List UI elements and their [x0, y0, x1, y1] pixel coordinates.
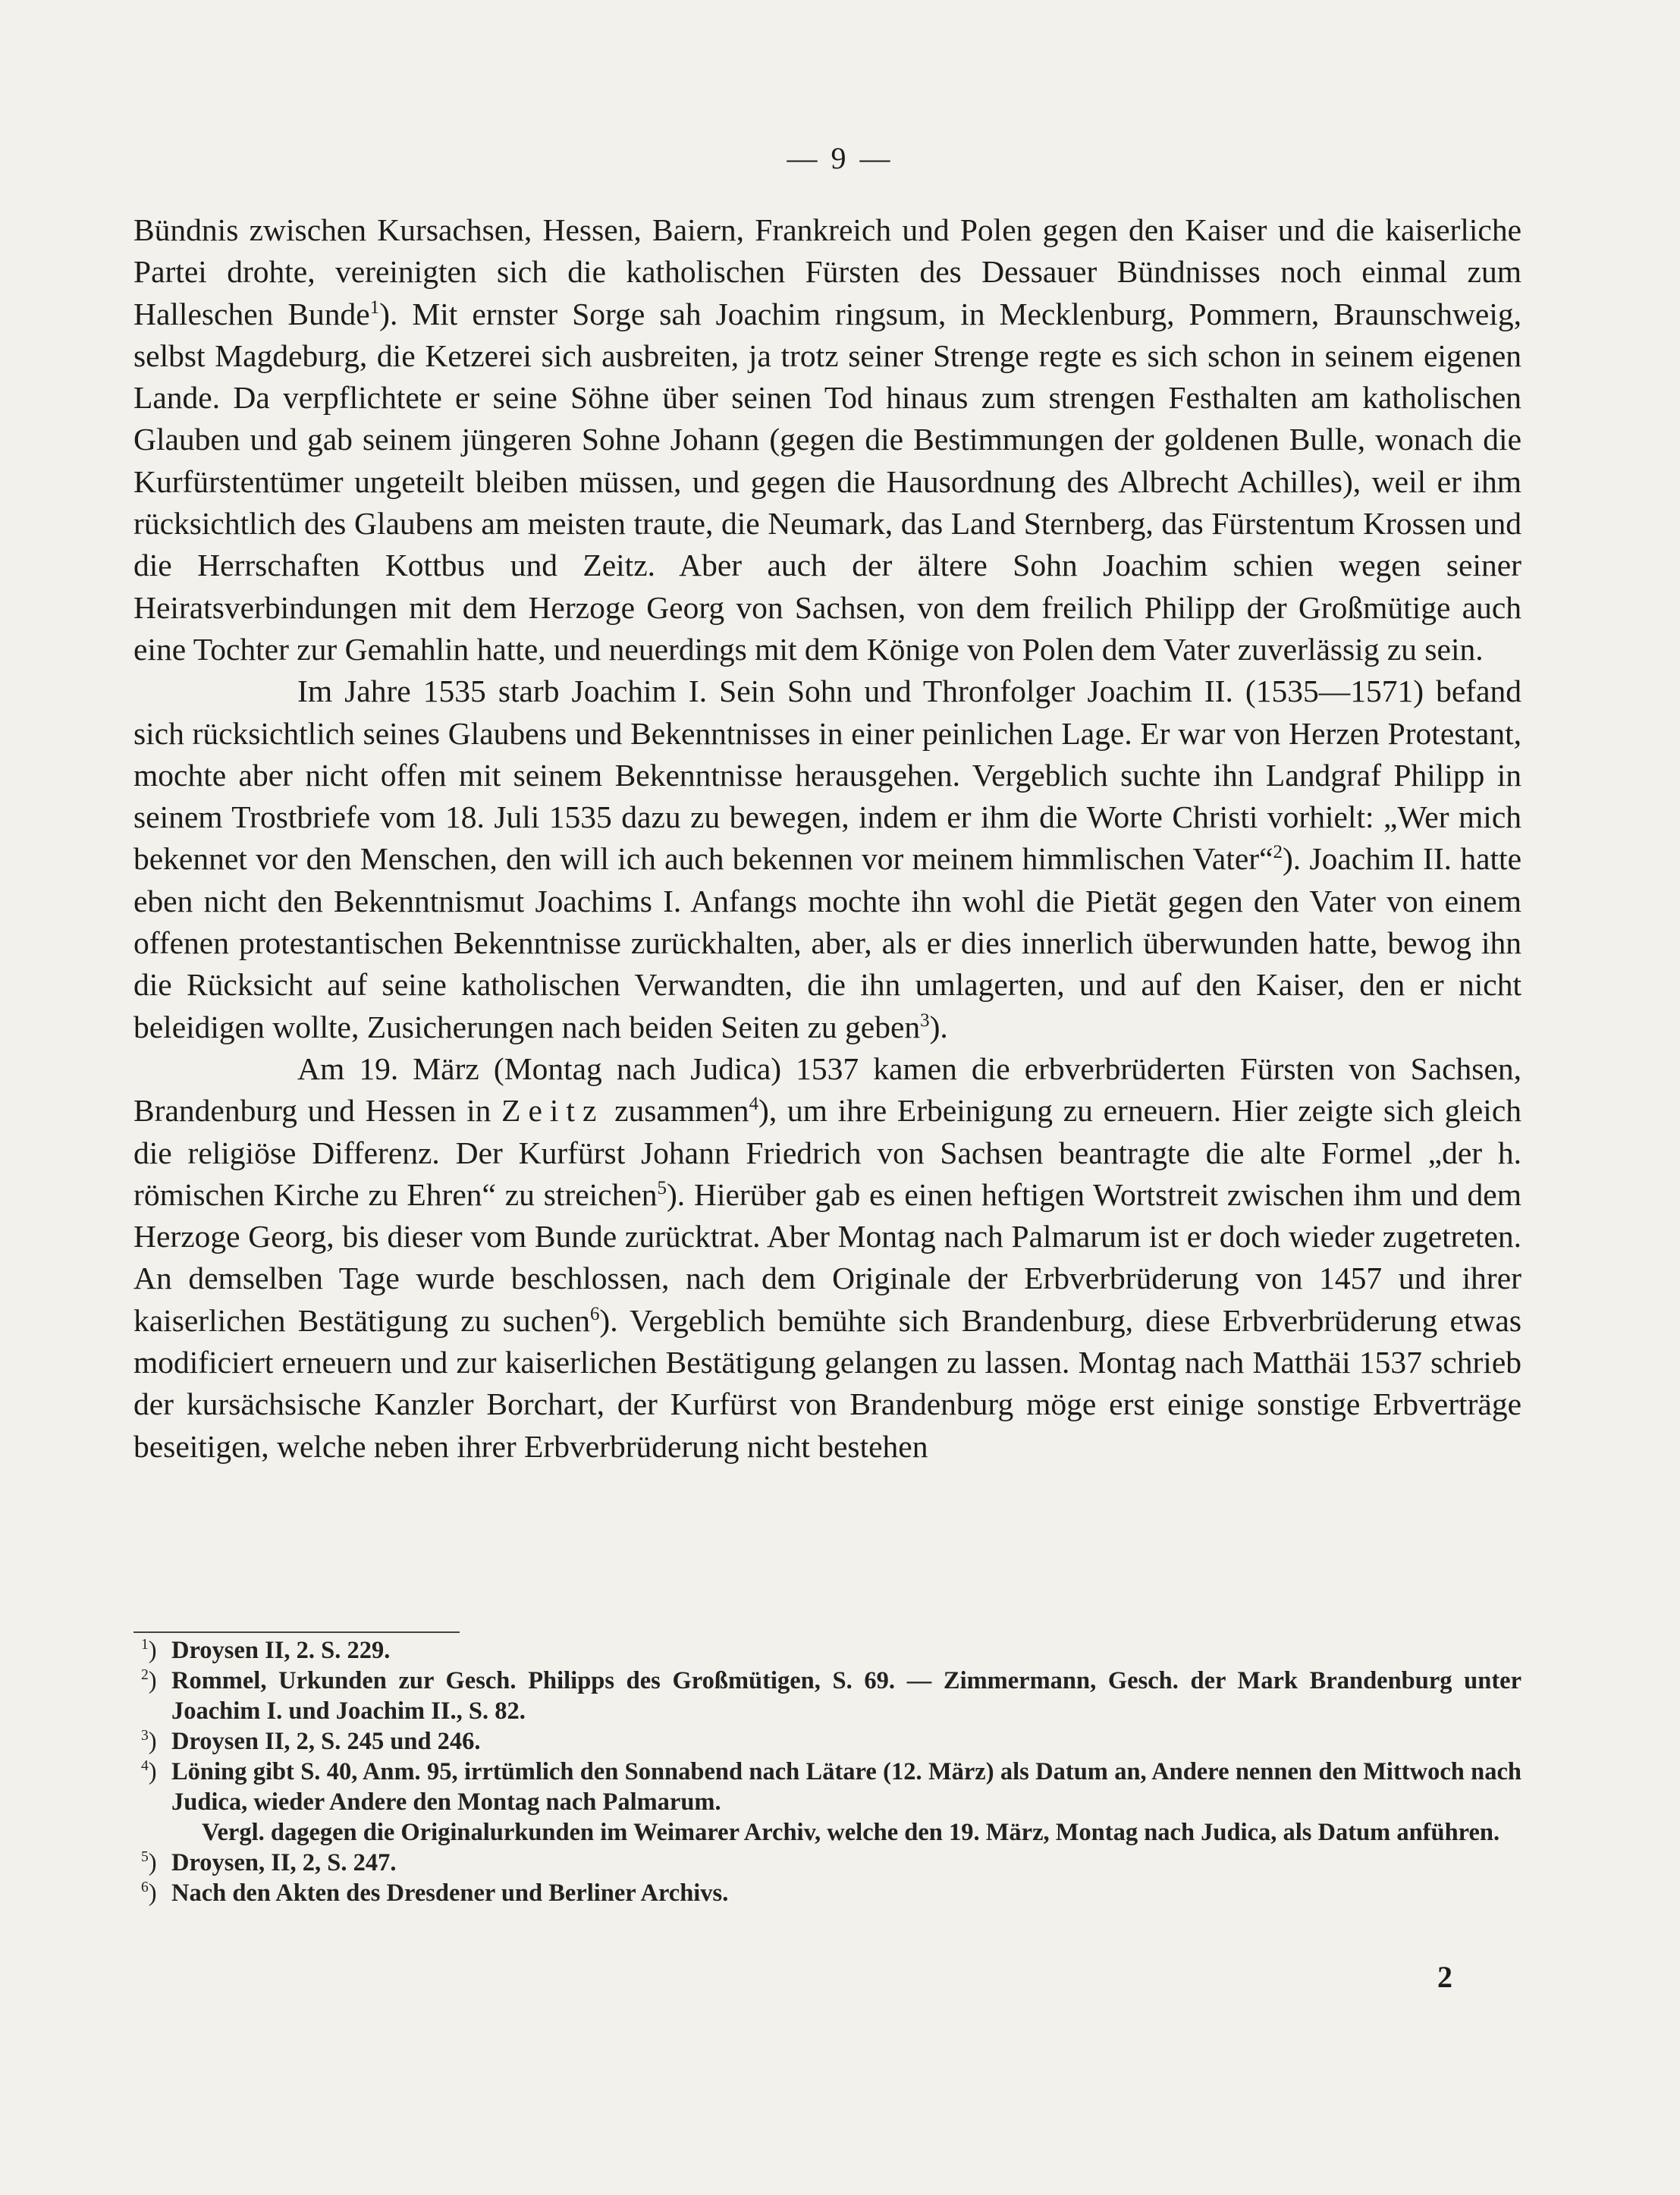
paragraph-2: [133, 670, 1521, 1048]
paragraph-3-text-c: ), um ihre Erbeinigung zu erneuern. Hier zeigte sich gleich die religiöse Differenz. Der Kurfürst Johann Friedrich von Sachsen beantragte die alte Formel „der h. römischen Kirche zu Ehren“ zu streichen: [133, 1093, 1521, 1212]
footnote-6: $^6$) Nach den Akten des Dresdener und Berliner Archivs.: [141, 1879, 729, 1907]
paragraph-1-text-cont: ). Mit ernster Sorge sah Joachim ringsum, in Mecklenburg, Pommern, Braunschweig, selbst Magdeburg, die Ketzerei sich ausbreiten, ja trotz seiner Strenge regte es sich schon in seinem eigenen Lande. Da verpflichtete er seine Söhne über seinen Tod hinaus zum strengen Festhalten am katholischen Glauben und gab seinem jüngeren Sohne Johann (gegen die Bestimmungen der goldenen Bulle, wonach die Kurfürstentümer ungeteilt bleiben müssen, und gegen die Hausordnung des Albrecht Achilles), weil er ihm rücksichtlich des Glaubens am meisten traute, die Neumark, das Land Sternberg, das Fürstentum Krossen und die Herrschaften Kottbus und Zeitz. Aber auch der ältere Sohn Joachim schien wegen seiner Heiratsverbindungen mit dem Herzoge Georg von Sachsen, von dem freilich Philipp der Großmütige auch eine Tochter zur Gemahlin hatte, und neuerdings mit dem Könige von Polen dem Vater zuverlässig zu sein.: [133, 296, 1521, 667]
footnote-number: 1: [141, 1637, 149, 1653]
paragraph-2-text: Im Jahre 1535 starb Joachim I. Sein Sohn und Thronfolger Joachim II. (1535—1571) befand sich rücksichtlich seines Glaubens und Bekenntnisses in einer peinlichen Lage. Er war von Herzen Protestant, mochte aber nicht offen mit seinem Bekenntnisse herausgehen. Vergeblich suchte ihn Landgraf Philipp in seinem Trostbriefe vom 18. Juli 1535 dazu zu bewegen, indem er ihm die Worte Christi vorhielt: „Wer mich bekennet vor den Menschen, den will ich auch bekennen vor meinem himmlischen Vater“: [133, 674, 1521, 877]
footnote-text: Droysen II, 2, S. 245 und 246.: [171, 1728, 481, 1755]
footnote-ref-3: 3: [920, 1010, 930, 1031]
footnote-number: 4: [141, 1758, 149, 1775]
paragraph-3-text: Am 19. März (Montag nach Judica) 1537 kamen die erbverbrüderten Fürsten von Sachsen, Brandenburg und Hessen in: [133, 1050, 1521, 1129]
body-text: [133, 209, 1521, 1468]
footnote-rule: [133, 1631, 460, 1633]
footnote-ref-6: 6: [589, 1303, 600, 1324]
page-number: — 9 —: [787, 141, 893, 175]
paragraph-1: [133, 209, 1521, 670]
paragraph-1-text: Bündnis zwischen Kursachsen, Hessen, Baiern, Frankreich und Polen gegen den Kaiser und die kaiserliche Partei drohte, vereinigten sich die katholischen Fürsten des Dessauer Bündnisses noch einmal zum Halleschen Bunde: [133, 212, 1521, 331]
footnote-text: Löning gibt S. 40, Anm. 95, irrtümlich den Sonnabend nach Lätare (12. März) als Datum an, Andere nennen den Mittwoch nach Judica, wieder Andere den Montag nach Palmarum.: [171, 1758, 1521, 1816]
footnote-ref-2: 2: [1273, 842, 1283, 863]
footnote-ref-1: 1: [369, 297, 380, 318]
footnote-number: 3: [141, 1728, 149, 1744]
footnote-text: Droysen, II, 2, S. 247.: [171, 1849, 397, 1876]
paragraph-3-text-d: ). Hierüber gab es einen heftigen Wortstreit zwischen ihm und dem Herzoge Georg, bis dieser vom Bunde zurücktrat. Aber Montag nach Palmarum ist er doch wieder zugetreten. An demselben Tage wurde beschlossen, nach dem Originale der Erbverbrüderung von 1457 und ihrer kaiserlichen Bestätigung zu suchen: [133, 1176, 1521, 1338]
footnote-text: Rommel, Urkunden zur Gesch. Philipps des Großmütigen, S. 69. — Zimmermann, Gesch. der Mark Brandenburg unter Joachim I. und Joachim II., S. 82.: [171, 1667, 1521, 1725]
footnote-3: $^3$) Droysen II, 2, S. 245 und 246.: [141, 1728, 481, 1755]
footnote-text: Droysen II, 2. S. 229.: [171, 1637, 391, 1664]
footnote-text: Vergl. dagegen die Originalurkunden im Weimarer Archiv, welche den 19. März, Montag nach Judica, als Datum anführen.: [202, 1819, 1500, 1846]
footnote-4: $^4$) Löning gibt S. 40, Anm. 95, irrtümlich den Sonnabend nach Lätare (12. März) als Datum an, Andere nennen den Mittwoch nach Judica, wieder Andere den Montag nach Palmarum.: [141, 1758, 1521, 1816]
footnote-2: $^2$) Rommel, Urkunden zur Gesch. Philipps des Großmütigen, S. 69. — Zimmermann, Gesch. der Mark Brandenburg unter Joachim I. und Joachim II., S. 82.: [141, 1667, 1521, 1725]
footnote-number: 5: [141, 1849, 149, 1866]
paragraph-3-text-e: ). Vergeblich bemühte sich Brandenburg, diese Erbverbrüderung etwas modificiert erneuern und zur kaiserlichen Bestätigung gelangen zu lassen. Montag nach Matthäi 1537 schrieb der kursächsische Kanzler Borchart, der Kurfürst von Brandenburg möge erst einige sonstige Erbverträge beseitigen, welche neben ihrer Erbverbrüderung nicht bestehen: [133, 1302, 1521, 1464]
paragraph-2-text-end: ).: [929, 1009, 948, 1044]
spaced-word-zeitz: Zeitz: [501, 1093, 604, 1129]
footnote-4-continuation: [133, 1817, 1521, 1848]
paragraph-2-text-cont: ). Joachim II. hatte eben nicht den Bekenntnismut Joachims I. Anfangs mochte ihn wohl die Pietät gegen den Vater von einem offenen protestantischen Bekenntnisse zurückhalten, aber, als er dies innerlich überwunden hatte, bewog ihn die Rücksicht auf seine katholischen Verwandten, die ihn umlagerten, und auf den Kaiser, den er nicht beleidigen wollte, Zusicherungen nach beiden Seiten zu geben: [133, 841, 1521, 1044]
sheet-signature: 2: [1437, 1960, 1452, 1994]
footnote-1: $^1$) Droysen II, 2. S. 229.: [141, 1637, 391, 1664]
footnote-ref-4: 4: [749, 1094, 759, 1115]
footnotes: [133, 1635, 1521, 1908]
footnote-number: 6: [141, 1879, 149, 1896]
paragraph-3: [133, 1048, 1521, 1468]
paragraph-3-text-b: zusammen: [604, 1093, 749, 1129]
footnote-ref-5: 5: [657, 1178, 667, 1198]
footnote-number: 2: [141, 1667, 149, 1684]
footnote-5: $^5$) Droysen, II, 2, S. 247.: [141, 1849, 397, 1876]
footnote-text: Nach den Akten des Dresdener und Berliner Archivs.: [171, 1879, 729, 1907]
